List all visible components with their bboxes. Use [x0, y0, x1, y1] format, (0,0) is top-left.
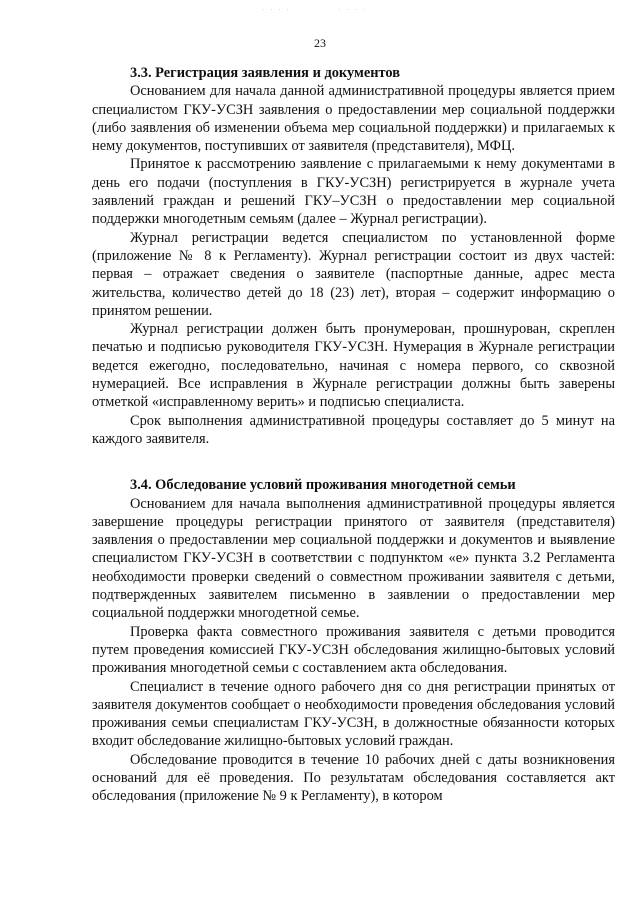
paragraph: Специалист в течение одного рабочего дня со дня регистрации принятых от заявителя документов сообщает о необходимости проведения обследования условий проживания семьи специалистам ГКУ-УСЗН, в должностные обязанности которых входит обследование жилищно-бытовых условий граждан.: [92, 678, 615, 750]
paragraph: Проверка факта совместного проживания заявителя с детьми проводится путем проведения комиссией ГКУ-УСЗН обследования жилищно-бытовых условий проживания многодетной семьи с составлением акта обследования.: [92, 623, 615, 677]
section-heading: 3.3. Регистрация заявления и документов: [130, 65, 400, 81]
section-heading: 3.4. Обследование условий проживания многодетной семьи: [130, 477, 516, 494]
section-3-3: [92, 64, 615, 448]
paragraph: Обследование проводится в течение 10 рабочих дней с даты возникновения оснований для её проведения. По результатам обследования составляется акт обследования (приложение № 9 к Регламенту), в котором: [92, 751, 615, 805]
scan-artifact-left: · · · ·: [262, 6, 291, 14]
section-3-4: [92, 476, 615, 805]
paragraph: Журнал регистрации должен быть пронумерован, прошнурован, скреплен печатью и подписью руководителя ГКУ-УСЗН. Нумерация в Журнале регистрации ведется ежегодно, последовательно, начиная с номера первого, со сквозной нумерацией. Все исправления в Журнале регистрации должны быть заверены отметкой «исправленному верить» и подписью специалиста.: [92, 321, 615, 411]
paragraph: Журнал регистрации ведется специалистом по установленной форме (приложение № 8 к Регламенту). Журнал регистрации состоит из двух частей: первая – отражает сведения о заявителе (паспортные данные, адрес места жительства, количество детей до 18 (23) лет), вторая – содержит информацию о принятом решении.: [92, 229, 615, 319]
page-number: 23: [314, 36, 326, 50]
paragraph: Основанием для начала выполнения административной процедуры является завершение процедуры регистрации принятого от заявителя (представителя) заявления о предоставлении мер социальной поддержки и документов и выявление специалистом ГКУ-УСЗН в соответствии с подпунктом «е» пункта 3.2 Регламента необходимости проверки сведений о совместном проживании заявителя с детьми, подтвержденных заявителем письменно в заявлении о предоставлении мер социальной поддержки многодетной семье.: [92, 495, 615, 622]
paragraph: Основанием для начала данной административной процедуры является прием специалистом ГКУ-УСЗН заявления о предоставлении мер социальной поддержки (либо заявления об изменении объема мер социальной поддержки) и прилагаемых к нему документов, поступивших от заявителя (представителя), МФЦ.: [92, 83, 615, 155]
paragraph: Принятое к рассмотрению заявление с прилагаемыми к нему документами в день его подачи (поступления в ГКУ-УСЗН) регистрируется в журнале учета заявлений граждан и решений ГКУ–УСЗН о предоставлении мер социальной поддержки многодетным семьям (далее – Журнал регистрации).: [92, 156, 615, 228]
paragraph: Срок выполнения административной процедуры составляет до 5 минут на каждого заявителя.: [92, 412, 615, 447]
scan-artifact-right: · · · ·: [338, 6, 367, 14]
document-body: [92, 64, 615, 806]
